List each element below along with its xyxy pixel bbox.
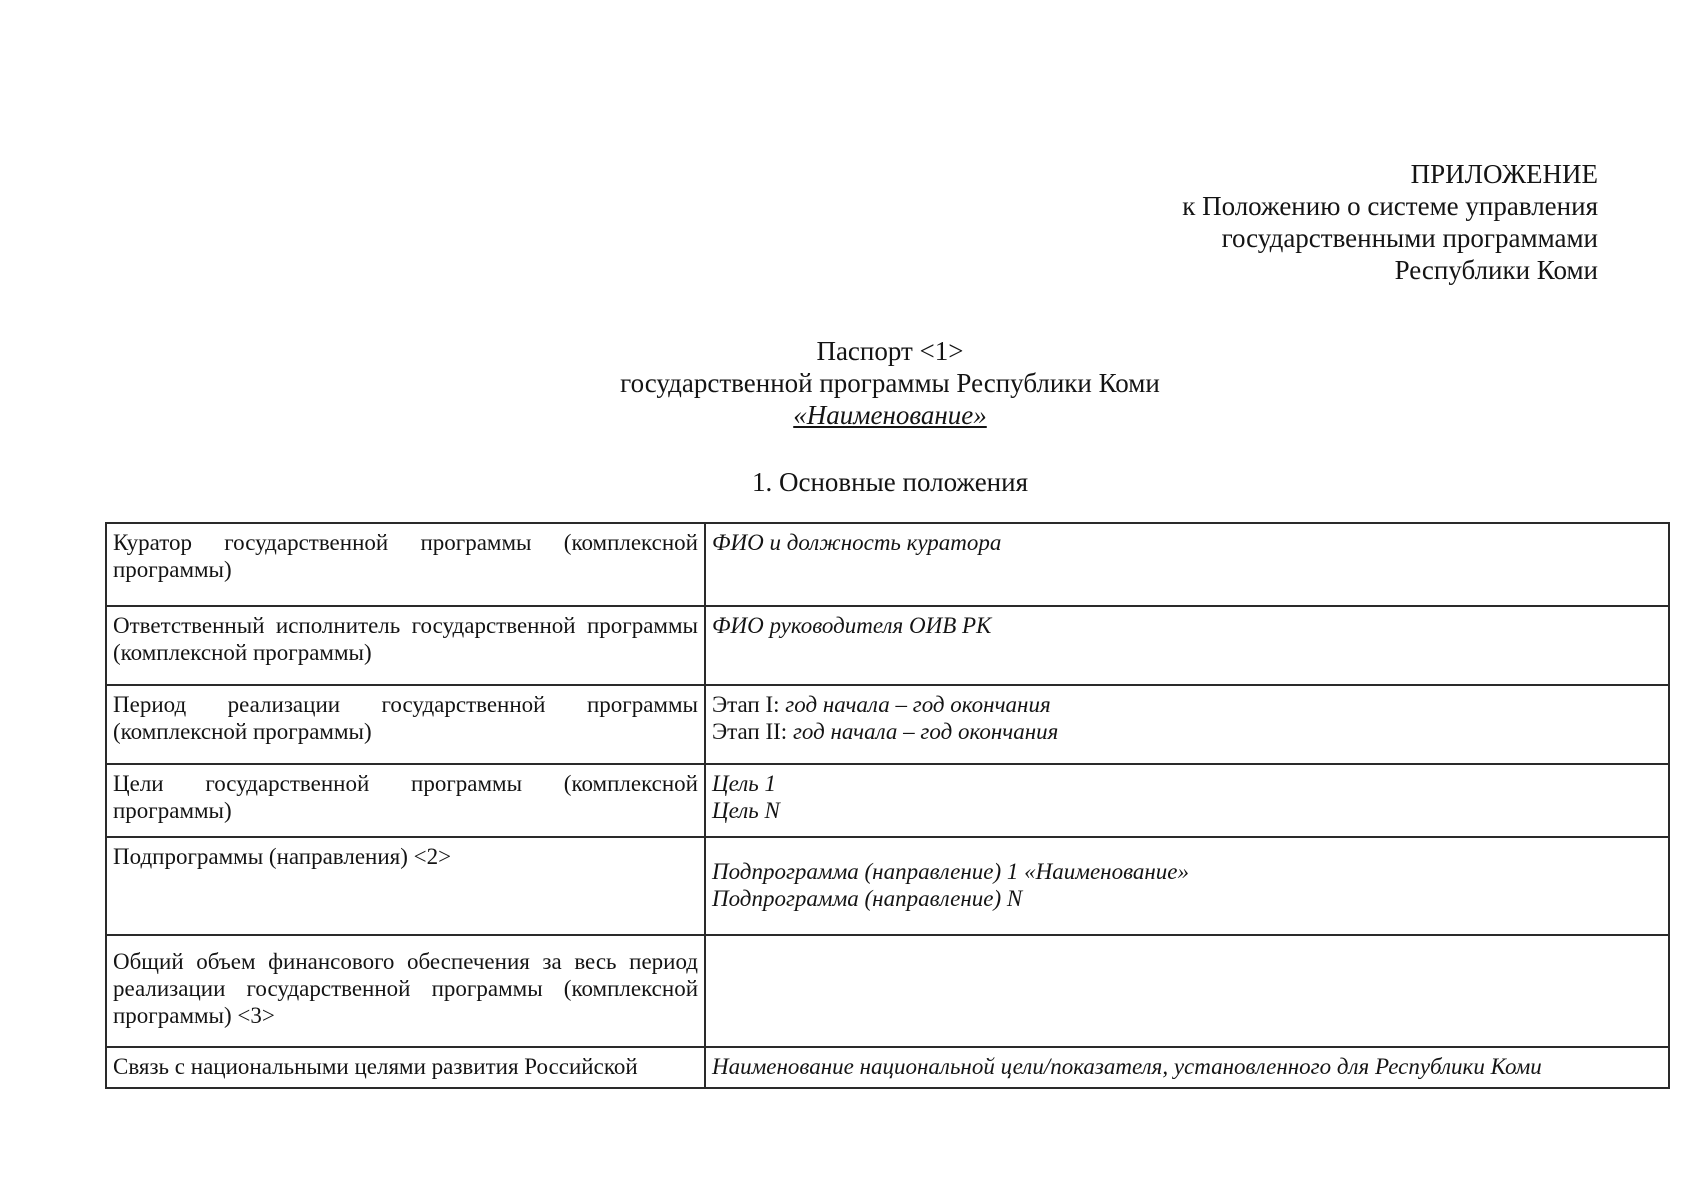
passport-heading: Паспорт <1> [816, 336, 964, 366]
appendix-line: Республики Коми [1394, 255, 1598, 285]
stage-line [712, 718, 1662, 745]
stage-prefix: Этап II: [712, 719, 788, 744]
stage-line [712, 691, 1662, 718]
value-line: ФИО руководителя ОИВ РК [712, 613, 992, 638]
appendix-line: государственными программами [1221, 223, 1598, 253]
table-row [106, 1047, 1669, 1088]
passport-table [105, 522, 1670, 1089]
stage-text: год начала – год окончания [792, 719, 1059, 744]
stage-prefix: Этап I: [712, 692, 780, 717]
appendix-line: к Положению о системе управления [1182, 191, 1598, 221]
program-heading: государственной программы Республики Коми [620, 368, 1160, 398]
row-label: Связь с национальными целями развития Российской [106, 1047, 705, 1088]
document-title [0, 335, 1693, 431]
stage-text: год начала – год окончания [785, 692, 1051, 717]
table-row [106, 837, 1669, 935]
appendix-header [1182, 158, 1598, 286]
row-label: Куратор государственной программы (комплексной программы) [106, 523, 705, 606]
value-line: Подпрограмма (направление) N [712, 886, 1023, 911]
row-value [705, 1047, 1669, 1088]
table-row [106, 523, 1669, 606]
value-line: Цель N [712, 798, 780, 823]
value-line: Подпрограмма (направление) 1 «Наименование» [712, 859, 1190, 884]
row-label: Ответственный исполнитель государственной программы (комплексной программы) [106, 606, 705, 685]
row-label: Период реализации государственной программы (комплексной программы) [106, 685, 705, 764]
row-label: Подпрограммы (направления) <2> [106, 837, 705, 935]
appendix-title: ПРИЛОЖЕНИЕ [1410, 159, 1598, 189]
row-value [705, 837, 1669, 935]
row-value [705, 606, 1669, 685]
row-label: Цели государственной программы (комплексной программы) [106, 764, 705, 837]
row-value [705, 685, 1669, 764]
row-value-empty [705, 935, 1669, 1047]
row-value [705, 523, 1669, 606]
value-line: Цель 1 [712, 771, 776, 796]
table-row [106, 685, 1669, 764]
row-label: Общий объем финансового обеспечения за весь период реализации государственной программы (комплексной программы) <3> [106, 935, 705, 1047]
row-value [705, 764, 1669, 837]
section-title: 1. Основные положения [752, 467, 1028, 497]
value-line: ФИО и должность куратора [712, 530, 1002, 555]
table-row [106, 764, 1669, 837]
table-row [106, 606, 1669, 685]
value-line: Наименование национальной цели/показателя, установленного для Республики Коми [712, 1054, 1542, 1079]
program-name: «Наименование» [793, 400, 987, 430]
table-row [106, 935, 1669, 1047]
